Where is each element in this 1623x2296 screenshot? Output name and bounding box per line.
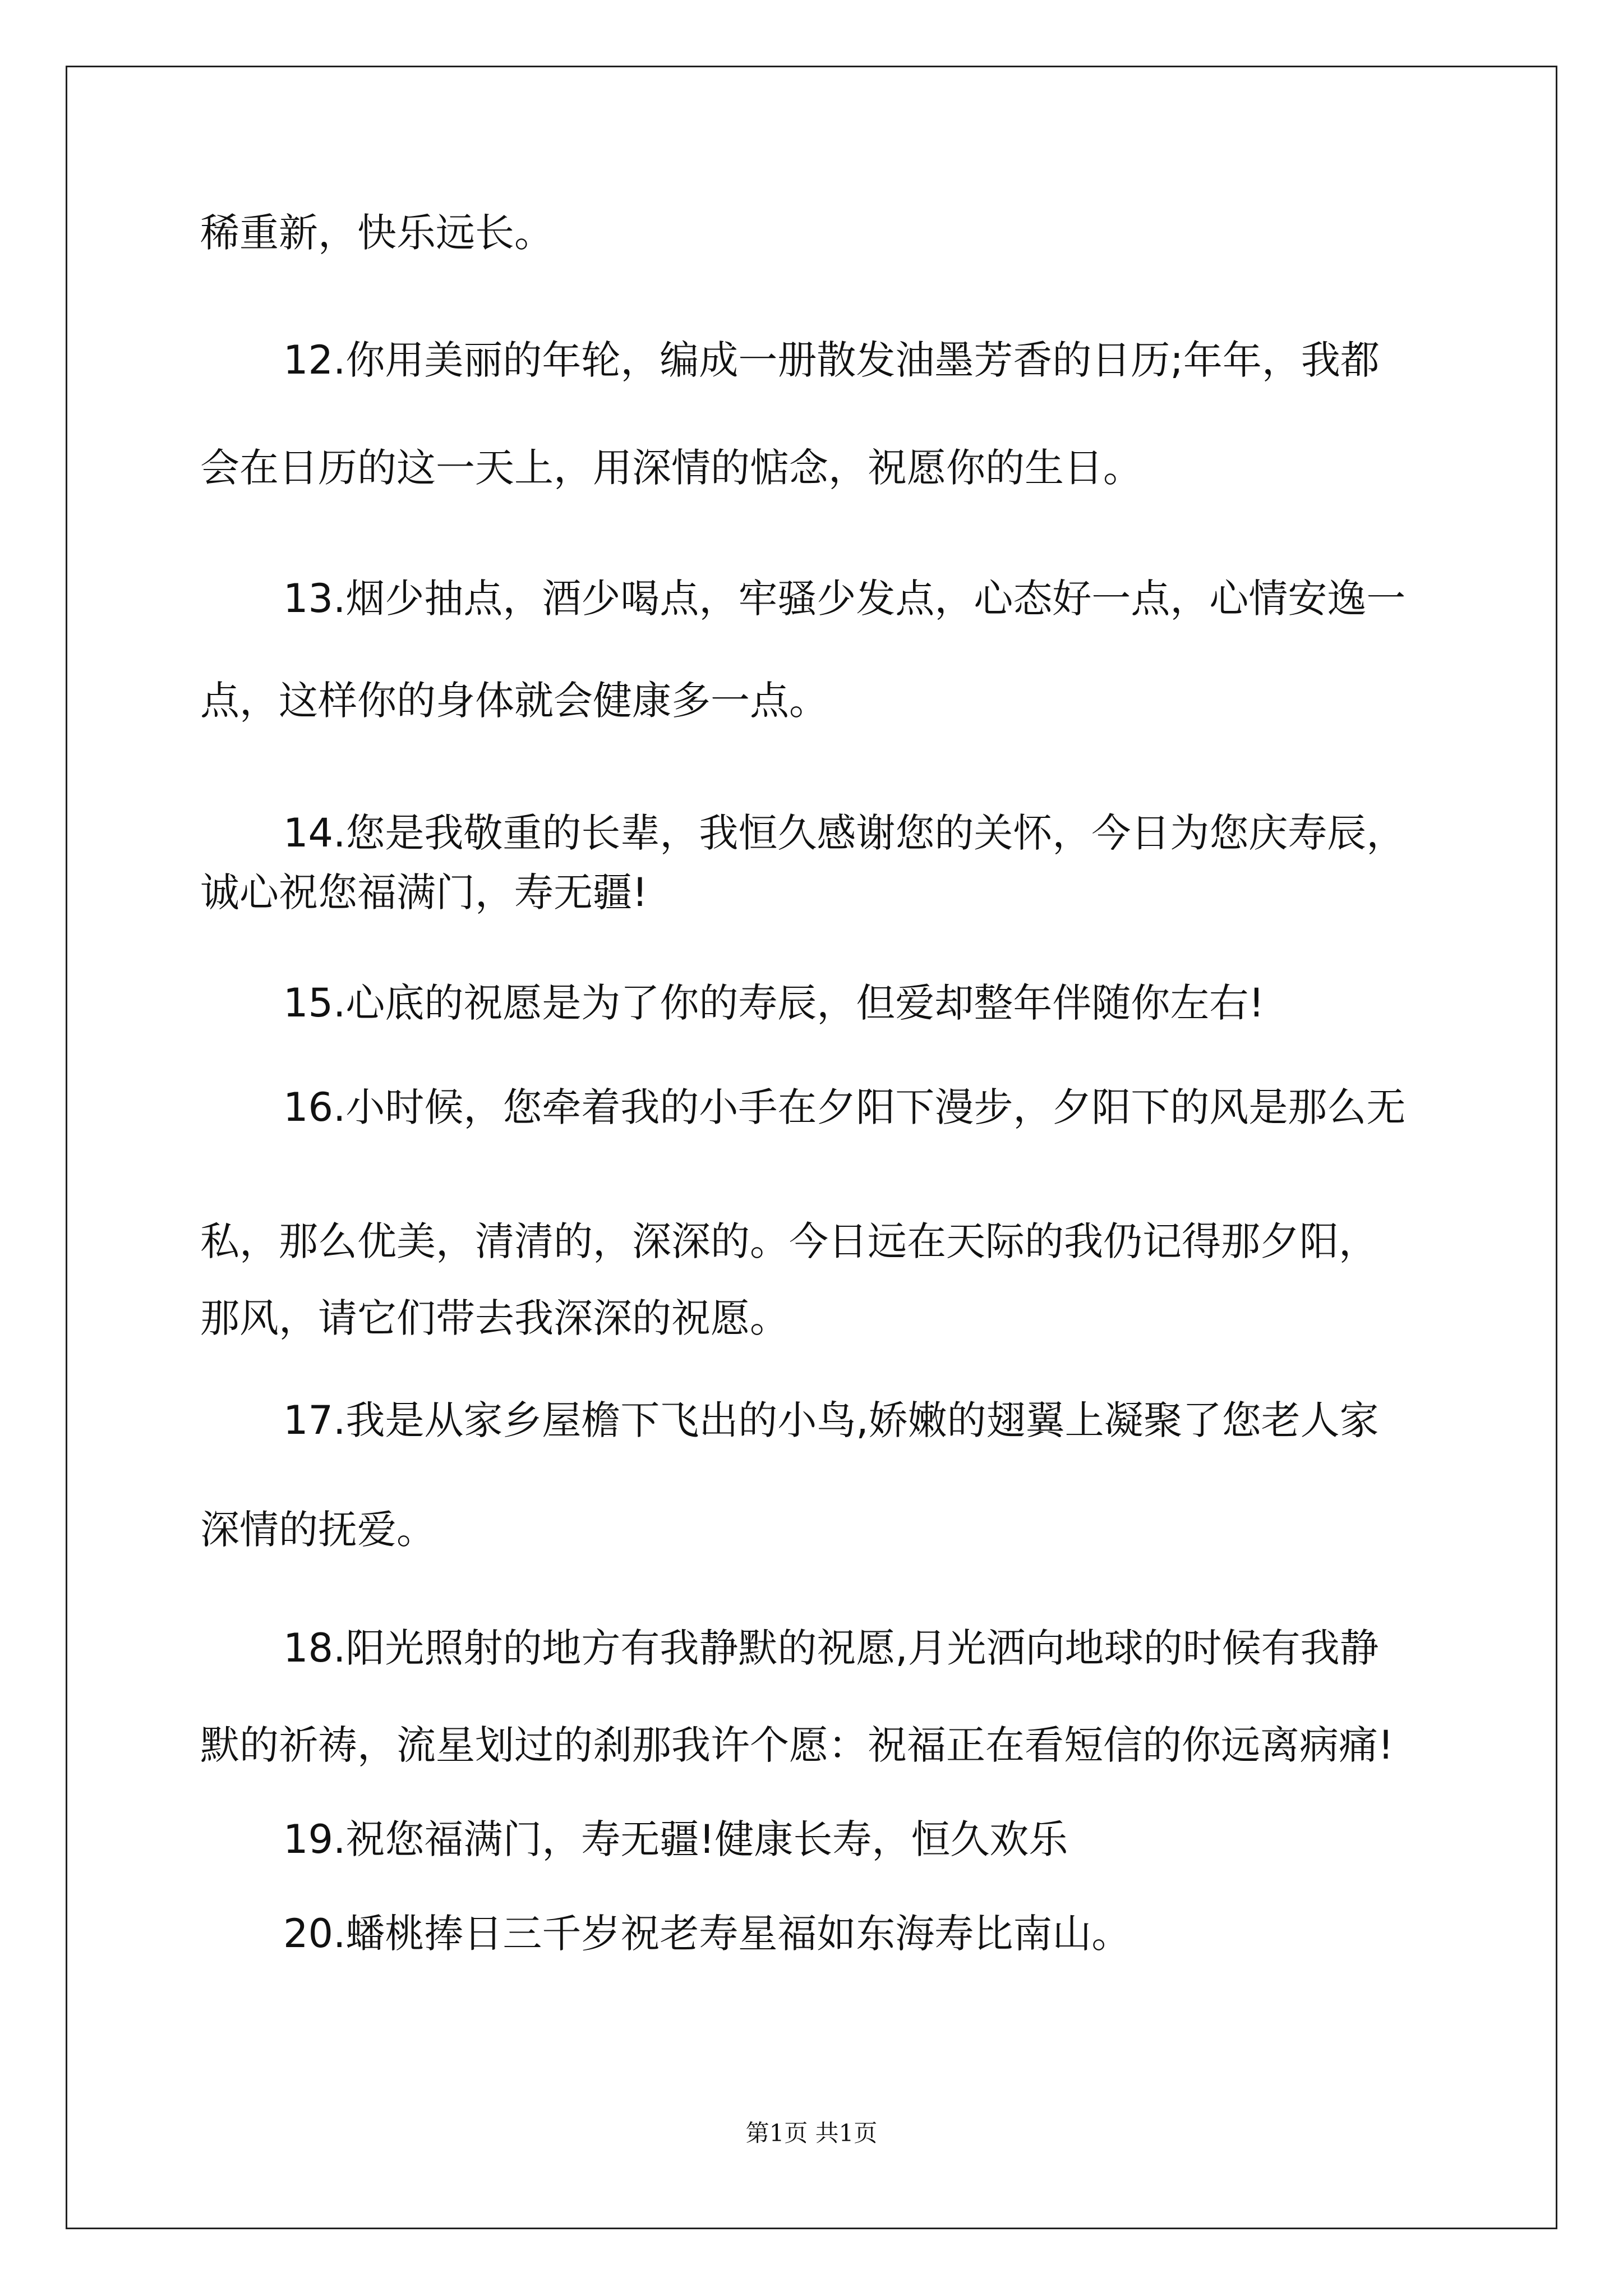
- list-item-18: 18.阳光照射的地方有我静默的祝愿,月光洒向地球的时候有我静: [283, 1625, 1379, 1671]
- text-line: 默的祈祷，流星划过的刹那我许个愿：祝福正在看短信的你远离病痛!: [200, 1722, 1394, 1768]
- text-line: 深情的抚爱。: [200, 1507, 436, 1553]
- text-line: 稀重新，快乐远长。: [200, 210, 554, 256]
- text-line: 私，那么优美，清清的，深深的。今日远在天际的我仍记得那夕阳，: [200, 1218, 1378, 1264]
- page-footer: 第1页 共1页: [745, 2119, 878, 2147]
- list-item-16: 16.小时候，您牵着我的小手在夕阳下漫步，夕阳下的风是那么无: [283, 1084, 1406, 1130]
- list-item-13: 13.烟少抽点，酒少喝点，牢骚少发点，心态好一点，心情安逸一: [283, 576, 1406, 622]
- list-item-12: 12.你用美丽的年轮，编成一册散发油墨芳香的日历;年年，我都: [283, 337, 1380, 383]
- list-item-19: 19.祝您福满门，寿无疆!健康长寿，恒久欢乐: [283, 1816, 1068, 1862]
- list-item-17: 17.我是从家乡屋檐下飞出的小鸟,娇嫩的翅翼上凝聚了您老人家: [283, 1397, 1379, 1443]
- page-border: [66, 66, 1557, 2229]
- list-item-15: 15.心底的祝愿是为了你的寿辰，但爱却整年伴随你左右!: [283, 980, 1265, 1026]
- text-line: 点，这样你的身体就会健康多一点。: [200, 678, 828, 724]
- list-item-20: 20.蟠桃捧日三千岁祝老寿星福如东海寿比南山。: [283, 1911, 1131, 1957]
- text-line: 会在日历的这一天上，用深情的惦念，祝愿你的生日。: [200, 445, 1142, 491]
- list-item-14: 14.您是我敬重的长辈，我恒久感谢您的关怀，今日为您庆寿辰，: [283, 810, 1406, 856]
- text-line: 诚心祝您福满门，寿无疆!: [200, 869, 648, 915]
- text-line: 那风，请它们带去我深深的祝愿。: [200, 1295, 789, 1341]
